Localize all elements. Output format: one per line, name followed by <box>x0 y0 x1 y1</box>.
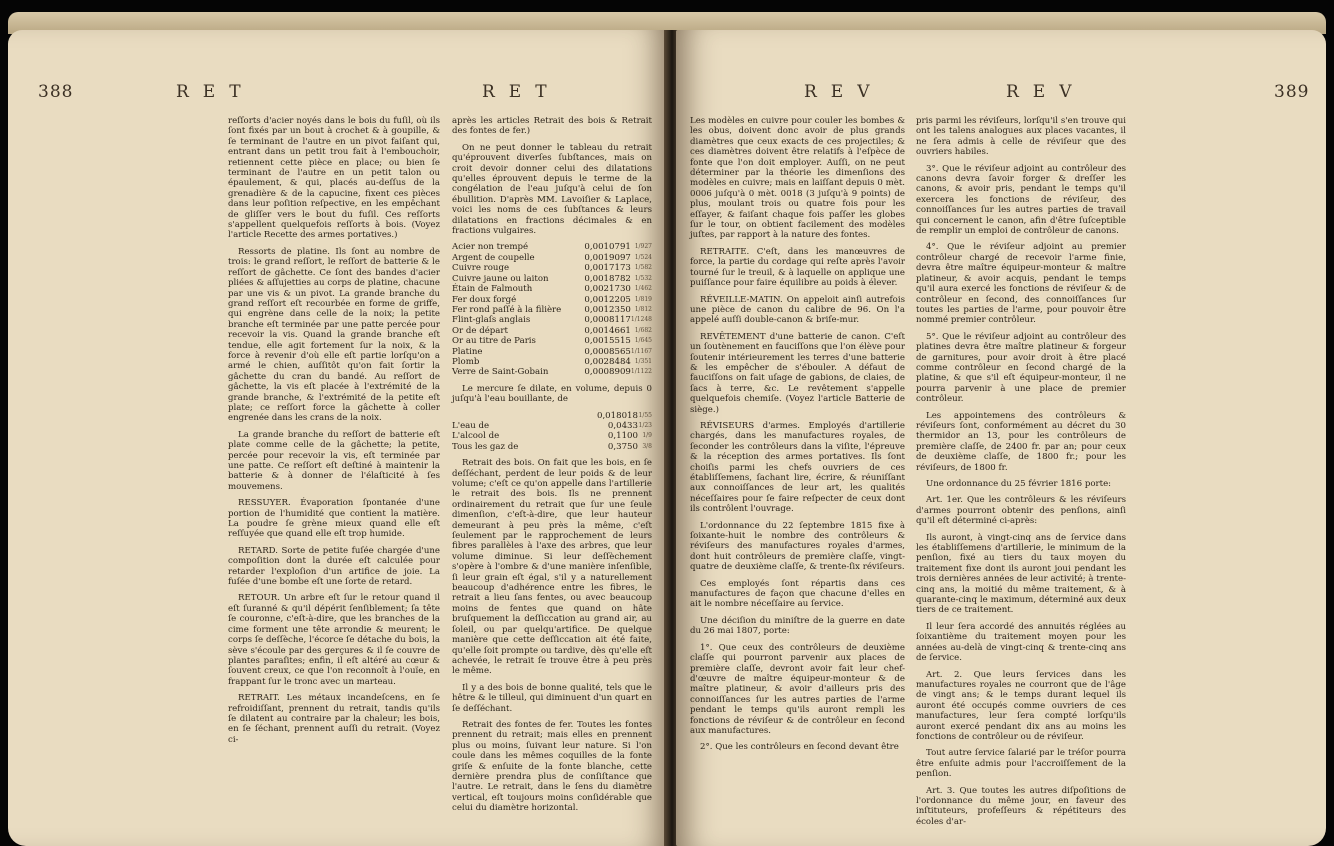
value-cell: 0,0012350 <box>584 304 631 315</box>
table-row <box>452 274 652 284</box>
fraction-cell: 1/819 <box>634 295 652 303</box>
fraction-cell: 1/462 <box>634 285 652 293</box>
value-cell: 0,0012205 <box>584 294 631 305</box>
paragraph: Art. 2. Que leurs ſervices dans les manufactures royales ne courront que de l'âge de vingt ans; & le temps durant lequel ils auront été occupés comme ouvriers de ces manufactures, leur ſera compté lorſqu'ils auront exercé pendant dix ans au moins les fonctions de contrôleur ou de réviſeur. <box>916 669 1126 742</box>
paragraph: L'ordonnance du 22 ſeptembre 1815 fixe à ſoixante-huit le nombre des contrôleurs & réviſeurs des manufactures royales d'armes, dont huit contrôleurs de première claſſe, vingt-quatre de deuxième claſſe, & trente-ſix réviſeurs. <box>690 520 905 573</box>
paragraph: RETARD. Sorte de petite fuſée chargée d'une compoſition dont la durée eſt calculée pour retarder l'exploſion d'un artifice de joie. La fuſée d'une bombe eſt une ſorte de retard. <box>228 545 440 588</box>
paragraph: 2°. Que les contrôleurs en ſecond devant être <box>700 742 899 753</box>
column-2 <box>916 116 1126 833</box>
fraction-cell: 1/927 <box>634 243 652 251</box>
value-cell: 0,0008565 <box>584 346 631 357</box>
paragraph: RÉVEILLE-MATIN. On appeloit ainſi autrefois une pièce de canon du calibre de 96. On l'a appelé auſſi double-canon & briſe-mur. <box>690 294 905 326</box>
substance-cell: Argent de coupelle <box>452 252 535 263</box>
value-cell: 0,0018782 <box>584 273 631 284</box>
paragraph: Le mercure ſe dilate, en volume, depuis 0 juſqu'à l'eau bouillante, de <box>452 383 652 405</box>
value-cell: 0,0015515 <box>584 336 631 347</box>
substance-cell: Fer rond paſſé à la filière <box>452 304 562 315</box>
running-head-right: RET <box>482 82 561 102</box>
fraction-cell: 1/645 <box>634 337 652 345</box>
table-row <box>452 253 652 263</box>
table-row <box>452 431 652 441</box>
substance-cell: L'eau de <box>452 420 490 431</box>
paragraph: RESSUYER. Évaporation ſpontanée d'une portion de l'humidité que contient la matière. La poudre ſe grène mieux quand elle eſt reſſuyée que quand elle eſt trop humide. <box>228 498 440 540</box>
table-row <box>452 284 652 294</box>
paragraph: On ne peut donner le tableau du retrait qu'éprouvent diverſes ſubſtances, mais on croit devoir donner celui des dilatations qu'elles éprouvent depuis le terme de la congélation de l'eau juſqu'à celui de ſon ébullition. D'après MM. Lavoiſier & Laplace, voici les noms de ces ſubſtances & leurs dilatations en fractions décimales & en fractions vulgaires. <box>452 142 652 237</box>
substance-cell: Cuivre jaune ou laiton <box>452 273 549 284</box>
paragraph: Art. 3. Que toutes les autres diſpoſitions de l'ordonnance du même jour, en faveur des inſtituteurs, profeſſeurs & répétiteurs des écoles d'ar- <box>916 785 1126 827</box>
value-cell: 0,0019097 <box>584 252 631 263</box>
table-row <box>452 315 652 325</box>
fraction-cell: 1/532 <box>634 274 652 282</box>
value-cell: 0,0010791 <box>584 242 631 253</box>
paragraph: Les appointemens des contrôleurs & réviſeurs ſont, conformément au décret du 30 thermidor an 13, pour les contrôleurs de première claſſe, de 2400 fr. par an; pour ceux de deuxième claſſe, de 1800 fr.; pour les réviſeurs, de 1800 fr. <box>916 410 1126 473</box>
table-row <box>452 357 652 367</box>
table-row <box>452 263 652 273</box>
value-cell: 0,1100 <box>607 431 638 442</box>
paragraph: Il y a des bois de bonne qualité, tels que le hêtre & le tilleul, qui diminuent d'un quart en ſe deſſéchant. <box>452 682 652 714</box>
fraction-cell: 1/351 <box>634 357 652 365</box>
paragraph: 3°. Que le réviſeur adjoint au contrôleur des canons devra ſavoir forger & dreſſer les canons, & avoir pris, pendant le temps qu'il exercera les fonctions de réviſeur, des connoiſſances ſur les autres parties de travail qui concernent le canon, afin d'être ſuſceptible de remplir un emploi de contrôleur de canons. <box>916 163 1126 237</box>
fraction-cell: 1/682 <box>634 326 652 334</box>
paragraph: Retrait des fontes de fer. Toutes les fontes prennent du retrait; mais elles en prennent plus ou moins, ſuivant leur nature. Si l'on coule dans les mêmes coquilles de la fonte griſe & enſuite de la fonte blanche, cette dernière prendra plus de conſiſtance que l'autre. Le retrait, dans le ſens du diamètre vertical, eſt toujours moins conſidérable que celui du diamètre horizontal. <box>452 719 652 814</box>
substance-cell <box>452 411 567 421</box>
left-page <box>8 30 668 846</box>
column-1 <box>690 116 905 759</box>
paragraph: Ressorts de platine. Ils ſont au nombre de trois: le grand reſſort, le reſſort de batterie & le reſſort de gâchette. Ce ſont des bandes d'acier pliées & aſſujetties au corps de platine, chacune par une vis & un pivot. La grande branche du grand reſſort eſt recourbée en forme de griffe, qui engrène dans celle de la noix; la petite branche eſt terminée par une patte percée pour recevoir la vis. Quand la grande branche eſt tendue, elle agit fortement ſur la noix, & la force à revenir d'où elle eſt partie lorſqu'on a armé le chien, auſſitôt qu'on fait ſortir la gâchette du cran du bandé. Au reſſort de gâchette, la vis eſt placée à l'extrémité de la grande branche, & l'extrémité de la petite eſt plate; ce reſſort force la gâchette à coller engrenée dans les crans de la noix. <box>228 246 440 424</box>
paragraph: Ces employés ſont répartis dans ces manufactures de façon que chacune d'elles en ait le nombre néceſſaire au ſervice. <box>690 578 905 610</box>
paragraph: Les modèles en cuivre pour couler les bombes & les obus, doivent donc avoir de plus grands diamètres que ceux exacts de ces projectiles; & ces diamètres doivent être relatifs à l'eſpèce de fonte que l'on doit employer. Auſſi, on ne peut déterminer par la théorie les dimenſions des modèles en cuivre; mais en laiſſant depuis 0 mèt. 0006 juſqu'à 0 mèt. 0018 (3 juſqu'à 9 points) de plus, moulant trois ou quatre fois pour les eſſayer, & faiſant chaque fois paſſer les globes ſur le tour, on obtient facilement des modèles juſtes, par rapport à la nature des fontes. <box>690 116 905 241</box>
table-row <box>452 326 652 336</box>
paragraph: Tout autre ſervice ſalarié par le tréſor pourra être enſuite admis pour l'accroiſſement de la penſion. <box>916 748 1126 780</box>
paragraph: Ils auront, à vingt-cinq ans de ſervice dans les établiſſemens d'artillerie, le minimum de la penſion, fixé au tiers du taux moyen du traitement fixe dont ils auront joui pendant les trois dernières années de leur activité; à trente-cinq ans, la moitié du même traitement, & à quarante-cinq le maximum, déterminé aux deux tiers de ce traitement. <box>916 532 1126 616</box>
fraction-cell: 1/524 <box>634 253 652 261</box>
substance-cell: Or au titre de Paris <box>452 336 536 347</box>
paragraph: Art. 1er. Que les contrôleurs & les réviſeurs d'armes pourront obtenir des penſions, ainſi qu'il eſt déterminé ci-après: <box>916 495 1126 527</box>
value-cell: 0,0017173 <box>584 263 631 274</box>
fraction-cell: 1/55 <box>638 411 652 419</box>
value-cell: 0,0028484 <box>584 356 631 367</box>
running-head-left: RET <box>176 82 255 102</box>
substance-cell: Acier non trempé <box>452 242 529 253</box>
value-cell: 0,0008909 <box>584 367 631 378</box>
table-row <box>452 347 652 357</box>
table-row <box>452 336 652 346</box>
fraction-cell: 3/8 <box>642 442 652 450</box>
value-cell: 0,0014661 <box>584 325 631 336</box>
dilatation-table-liquids <box>452 411 652 453</box>
substance-cell: Flint-glaſs anglais <box>452 315 531 326</box>
substance-cell: Étain de Falmouth <box>452 284 533 295</box>
paragraph: 4°. Que le réviſeur adjoint au premier contrôleur chargé de recevoir l'arme finie, devra être maître équipeur-monteur & maître platineur, & avoir acquis, pendant le temps qu'il aura exercé les fonctions de réviſeur & de contrôleur en ſecond, des connoiſſances ſur toutes les parties de l'arme, pour pouvoir être nommé premier contrôleur. <box>916 242 1126 326</box>
paragraph: Une déciſion du miniſtre de la guerre en date du 26 mai 1807, porte: <box>690 615 905 637</box>
fraction-cell: 1/23 <box>638 421 652 429</box>
fraction-cell: 1/9 <box>642 432 652 440</box>
column-2 <box>452 116 652 820</box>
table-row <box>452 295 652 305</box>
table-row <box>452 242 652 252</box>
running-head-left: REV <box>804 82 884 102</box>
paragraph: RETRAITE. C'eſt, dans les manœuvres de force, la partie du cordage qui reſte après l'avoir tourné ſur le treuil, & à laquelle on applique une puiſſance pour faire équilibre au poids à élever. <box>690 246 905 289</box>
running-head-right: REV <box>1006 82 1086 102</box>
fraction-cell: 1/582 <box>634 264 652 272</box>
value-cell: 0,0021730 <box>584 284 631 295</box>
substance-cell: Platine <box>452 346 483 357</box>
table-row <box>452 367 652 377</box>
paragraph: reſſorts d'acier noyés dans le bois du fuſil, où ils ſont fixés par un bout à crochet & à goupille, & ſe terminant de l'autre en un pivot faiſant qui, entrant dans un petit trou fait à l'embouchoir, retiennent cette pièce en place; ou bien ſe terminant de l'autre en un petit talon ou épaulement, & qui, placés au-deſſus de la grenadière & de la capucine, fixent ces pièces dans leur poſition reſpective, en les empêchant de gliſſer vers le bout du fuſil. Ces reſſorts s'appellent quelquefois reſſorts à bois. (Voyez l'article Recette des armes portatives.) <box>228 116 440 241</box>
fraction-cell: 1/1167 <box>630 347 652 355</box>
column-1 <box>228 116 440 751</box>
table-row <box>452 411 652 421</box>
paragraph: Il leur ſera accordé des annuités réglées au ſoixantième du traitement moyen pour les années au-delà de vingt-cinq & trente-cinq ans de ſervice. <box>916 621 1126 664</box>
paragraph: pris parmi les réviſeurs, lorſqu'il s'en trouve qui ont les talens analogues aux places vacantes, il ne ſera admis à celle de réviſeur que des ouvriers habiles. <box>916 116 1126 158</box>
dilatation-table <box>452 242 652 377</box>
substance-cell: Tous les gaz de <box>452 441 519 452</box>
table-row <box>452 421 652 431</box>
substance-cell: Plomb <box>452 356 480 367</box>
paragraph: Une ordonnance du 25 février 1816 porte: <box>926 479 1112 489</box>
substance-cell: Verre de Saint-Gobain <box>452 367 549 378</box>
value-cell: 0,3750 <box>607 441 638 452</box>
substance-cell: Or de départ <box>452 325 508 336</box>
value-cell: 0,018018 <box>596 410 638 421</box>
paragraph: REVÊTEMENT d'une batterie de canon. C'eſt un ſoutènement en fauciſſons que l'on élève pour ſoutenir intérieurement les terres d'une batterie & les empêcher de s'ébouler. A défaut de fauciſſons on fait uſage de gabions, de claies, de ſacs à terre, &c. Le revêtement s'appelle quelquefois chemiſe. (Voyez l'article Batterie de siège.) <box>690 331 905 415</box>
page-number: 389 <box>1274 82 1310 102</box>
value-cell: 0,0433 <box>607 420 638 431</box>
substance-cell: L'alcool de <box>452 431 500 442</box>
page-number: 388 <box>38 82 74 102</box>
paragraph: Retrait des bois. On fait que les bois, en ſe deſſéchant, perdent de leur poids & de leur volume; c'eſt ce qu'on appelle dans l'artillerie le retrait des bois. Ils ne prennent ordinairement du retrait que ſur une ſeule dimenſion, c'eſt-à-dire, que leur hauteur demeurant à peu près la même, c'eſt ſeulement par le rapprochement de leurs fibres parallèles à l'axe des arbres, que leur volume diminue. Si leur deſſèchement s'opère à l'ombre & d'une manière inſenſible, ſi leur grain eſt égal, s'il y a naturellement beaucoup d'adhérence entre les fibres, le retrait a lieu ſans fentes, ou avec beaucoup moins de fentes que quand on hâte bruſquement la deſſiccation au grand air, au ſoleil, ou par quelqu'artifice. De quelque manière que cette deſſiccation ait été faite, qu'elle ſoit prompte ou tardive, dès qu'elle eſt achevée, le retrait ſe trouve être à peu près le même. <box>452 458 652 677</box>
fraction-cell: 1/1122 <box>630 368 652 376</box>
paragraph: RETOUR. Un arbre eſt ſur le retour quand il eſt ſuranné & qu'il dépérit ſenſiblement; ſa tête ſe couronne, c'eſt-à-dire, que les branches de la cime forment une tête arrondie & meurent; le corps ſe deſſèche, l'écorce ſe détache du bois, la sève s'écoule par des gerçures & il ſe couvre de plantes paraſites; enfin, il eſt altéré au cœur & ſouvent creux, ce que l'on reconnoît à l'ouïe, en frappant ſur le tronc avec un marteau. <box>228 593 440 687</box>
paragraph: RETRAIT. Les métaux incandeſcens, en ſe refroidiſſant, prennent du retrait, tandis qu'ils ſe dilatent au contraire par la chaleur; les bois, en ſe ſéchant, prennent auſſi du retrait. (Voyez ci- <box>228 693 440 745</box>
fraction-cell: 1/1248 <box>630 316 652 324</box>
paragraph: La grande branche du reſſort de batterie eſt plate comme celle de la gâchette; la petite, percée pour recevoir la vis, eſt terminée par une patte. Ce reſſort eſt deſtiné à maintenir la batterie & à donner de l'élaſticité à ſes mouvemens. <box>228 429 440 492</box>
paragraph: après les articles Retrait des bois & Retrait des fontes de fer.) <box>452 116 652 137</box>
fraction-cell: 1/812 <box>634 305 652 313</box>
table-row <box>452 442 652 452</box>
substance-cell: Fer doux forgé <box>452 294 517 305</box>
paragraph: RÉVISEURS d'armes. Employés d'artillerie chargés, dans les manufactures royales, de ſeconder les contrôleurs dans la viſite, l'épreuve & la réception des armes portatives. Ils ſont choiſis parmi les chefs ouvriers de ces établiſſemens, ſachant lire, écrire, & réuniſſant aux connoiſſances de leur art, les qualités néceſſaires pour ſe faire reſpecter de ceux dont ils contrôlent l'ouvrage. <box>690 420 905 515</box>
paragraph: 1°. Que ceux des contrôleurs de deuxième claſſe qui pourront parvenir aux places de première claſſe, devront avoir fait leur chef-d'œuvre de maître équipeur-monteur & de maître platineur, & avoir d'ailleurs pris des connoiſſances ſur les autres parties de l'arme pendant le temps qu'ils auront rempli les fonctions de réviſeur & de contrôleur en ſecond aux manufactures. <box>690 642 905 736</box>
value-cell: 0,0008117 <box>584 315 631 326</box>
right-page <box>676 30 1326 846</box>
book-spread <box>8 12 1326 846</box>
substance-cell: Cuivre rouge <box>452 263 510 274</box>
table-row <box>452 305 652 315</box>
paragraph: 5°. Que le réviſeur adjoint au contrôleur des platines devra être maître platineur & forgeur de garnitures, pour avoir droit à être placé comme contrôleur en ſecond chargé de la platine, & que s'il eſt équipeur-monteur, il ne pourra parvenir à une place de premier contrôleur. <box>916 331 1126 405</box>
